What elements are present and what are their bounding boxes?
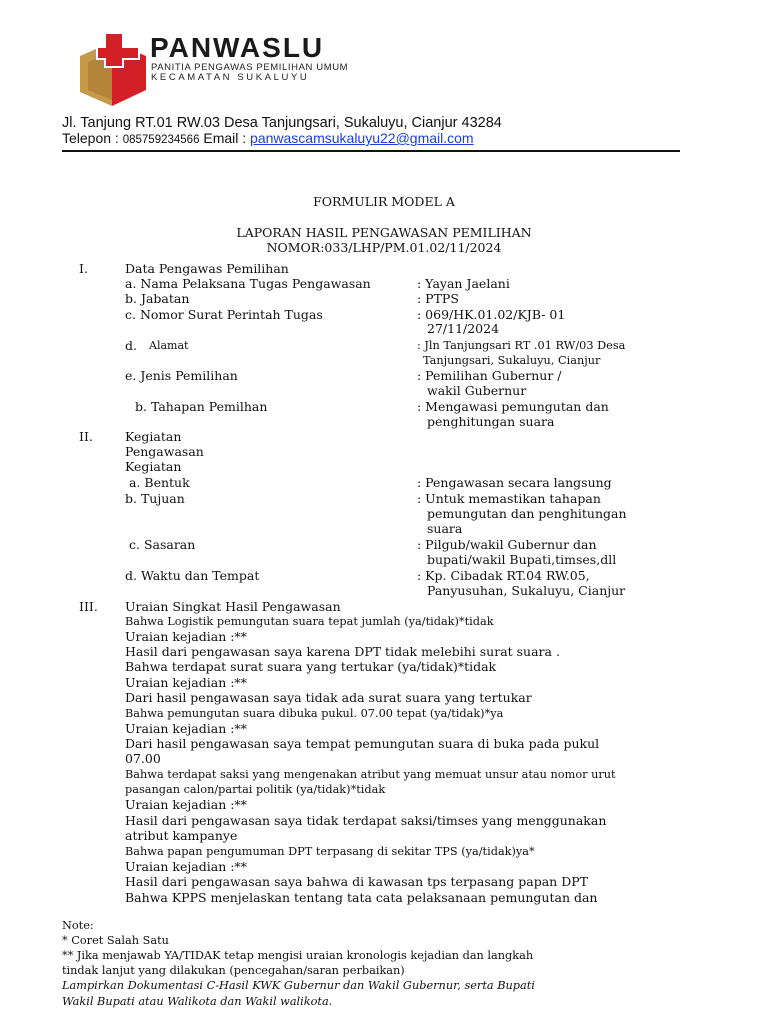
note-heading: Note:	[62, 919, 94, 932]
brand-district: KECAMATAN SUKALUYU	[151, 72, 310, 83]
finding-line: Uraian kejadian :**	[125, 675, 247, 690]
finding-line: Bahwa terdapat surat suara yang tertukar (ya/tidak)*tidak	[125, 659, 497, 674]
field-value-stage: : Mengawasi pemungutan dan	[417, 399, 609, 414]
field-value-position: : PTPS	[417, 291, 459, 306]
field-label-position: b. Jabatan	[125, 291, 190, 306]
field-label-election-type: e. Jenis Pemilihan	[125, 368, 238, 383]
section-1-number: I.	[79, 261, 88, 276]
field-letter-address: d.	[125, 338, 137, 353]
finding-line: Uraian kejadian :**	[125, 797, 247, 812]
finding-line: pasangan calon/partai politik (ya/tidak)*tidak	[125, 783, 386, 796]
field-value-time-place-2: Panyusuhan, Sukaluyu, Cianjur	[427, 583, 626, 598]
field-value-purpose-3: suara	[427, 521, 463, 536]
field-label-name: a. Nama Pelaksana Tugas Pengawasan	[125, 276, 371, 291]
field-value-assignment: : 069/HK.01.02/KJB- 01	[417, 307, 566, 322]
report-title: LAPORAN HASIL PENGAWASAN PEMILIHAN	[236, 225, 532, 240]
field-label-target: c. Sasaran	[129, 537, 196, 552]
header-divider	[62, 150, 680, 152]
field-label-form: a. Bentuk	[129, 475, 190, 490]
section-2-number: II.	[79, 429, 93, 444]
field-value-name: : Yayan Jaelani	[417, 276, 510, 291]
form-title: FORMULIR MODEL A	[313, 194, 455, 209]
note-line: ** Jika menjawab YA/TIDAK tetap mengisi uraian kronologis kejadian dan langkah	[62, 949, 534, 962]
field-value-assignment-date: 27/11/2024	[427, 321, 500, 336]
finding-line: Dari hasil pengawasan saya tempat pemungutan suara di buka pada pukul	[125, 736, 600, 751]
field-label-time-place: d. Waktu dan Tempat	[125, 568, 260, 583]
note-line: Wakil Bupati atau Walikota dan Wakil walikota.	[62, 995, 333, 1008]
office-address: Jl. Tanjung RT.01 RW.03 Desa Tanjungsari, Sukaluyu, Cianjur 43284	[62, 115, 502, 131]
field-value-purpose-2: pemungutan dan penghitungan	[427, 506, 627, 521]
section-3-heading: Uraian Singkat Hasil Pengawasan	[125, 599, 341, 614]
finding-line: Bahwa papan pengumuman DPT terpasang di sekitar TPS (ya/tidak)ya*	[125, 845, 535, 858]
finding-line: Dari hasil pengawasan saya tidak ada surat suara yang tertukar	[125, 690, 532, 705]
finding-line: Bahwa pemungutan suara dibuka pukul. 07.00 tepat (ya/tidak)*ya	[125, 707, 504, 720]
section-2-heading-3: Kegiatan	[125, 459, 182, 474]
finding-line: Uraian kejadian :**	[125, 721, 247, 736]
brand-subtitle: PANITIA PENGAWAS PEMILIHAN UMUM	[151, 62, 349, 73]
finding-line: Bahwa Logistik pemungutan suara tepat jumlah (ya/tidak)*tidak	[125, 615, 494, 628]
field-value-target-2: bupati/wakil Bupati,timses,dll	[427, 552, 617, 567]
field-value-purpose: : Untuk memastikan tahapan	[417, 491, 601, 506]
email-link[interactable]: panwascamsukaluyu22@gmail.com	[250, 130, 474, 146]
section-3-number: III.	[79, 599, 98, 614]
phone-label: Telepon :	[62, 130, 123, 146]
finding-line: Hasil dari pengawasan saya bahwa di kawasan tps terpasang papan DPT	[125, 874, 588, 889]
note-line: tindak lanjut yang dilakukan (pencegahan/saran perbaikan)	[62, 964, 405, 977]
finding-line: Hasil dari pengawasan saya tidak terdapat saksi/timses yang menggunakan	[125, 813, 607, 828]
finding-line: Hasil dari pengawasan saya karena DPT tidak melebihi surat suara .	[125, 644, 560, 659]
field-value-form: : Pengawasan secara langsung	[417, 475, 612, 490]
section-2-heading: Kegiatan	[125, 429, 182, 444]
field-label-assignment: c. Nomor Surat Perintah Tugas	[125, 307, 323, 322]
field-value-target: : Pilgub/wakil Gubernur dan	[417, 537, 597, 552]
field-label-purpose: b. Tujuan	[125, 491, 185, 506]
phone-number: 085759234566	[122, 134, 200, 146]
note-line: * Coret Salah Satu	[62, 934, 169, 947]
report-number: NOMOR:033/LHP/PM.01.02/11/2024	[266, 240, 502, 255]
email-label: Email :	[199, 130, 251, 146]
finding-line: Bahwa terdapat saksi yang mengenakan atribut yang memuat unsur atau nomor urut	[125, 768, 616, 781]
finding-line: Uraian kejadian :**	[125, 629, 247, 644]
field-value-election-type: : Pemilihan Gubernur /	[417, 368, 562, 383]
section-1-heading: Data Pengawas Pemilihan	[125, 261, 289, 276]
finding-line: 07.00	[125, 751, 161, 766]
field-value-time-place: : Kp. Cibadak RT.04 RW.05,	[417, 568, 590, 583]
panwaslu-logo	[78, 26, 150, 108]
finding-line: Bahwa KPPS menjelaskan tentang tata cata pelaksanaan pemungutan dan	[125, 890, 598, 905]
field-value-address-2: Tanjungsari, Sukaluyu, Cianjur	[423, 354, 601, 367]
finding-line: Uraian kejadian :**	[125, 859, 247, 874]
note-line: Lampirkan Dokumentasi C-Hasil KWK Gubernur dan Wakil Gubernur, serta Bupati	[62, 979, 535, 992]
finding-line: atribut kampanye	[125, 828, 238, 843]
field-label-stage: b. Tahapan Pemilhan	[135, 399, 268, 414]
section-2-heading-2: Pengawasan	[125, 444, 204, 459]
field-value-stage-2: penghitungan suara	[427, 414, 555, 429]
field-value-election-type-2: wakil Gubernur	[427, 383, 527, 398]
brand-name: PANWASLU	[150, 32, 325, 63]
field-value-address: : Jln Tanjungsari RT .01 RW/03 Desa	[417, 339, 626, 352]
contact-line	[62, 130, 474, 146]
field-label-address: Alamat	[149, 339, 189, 352]
